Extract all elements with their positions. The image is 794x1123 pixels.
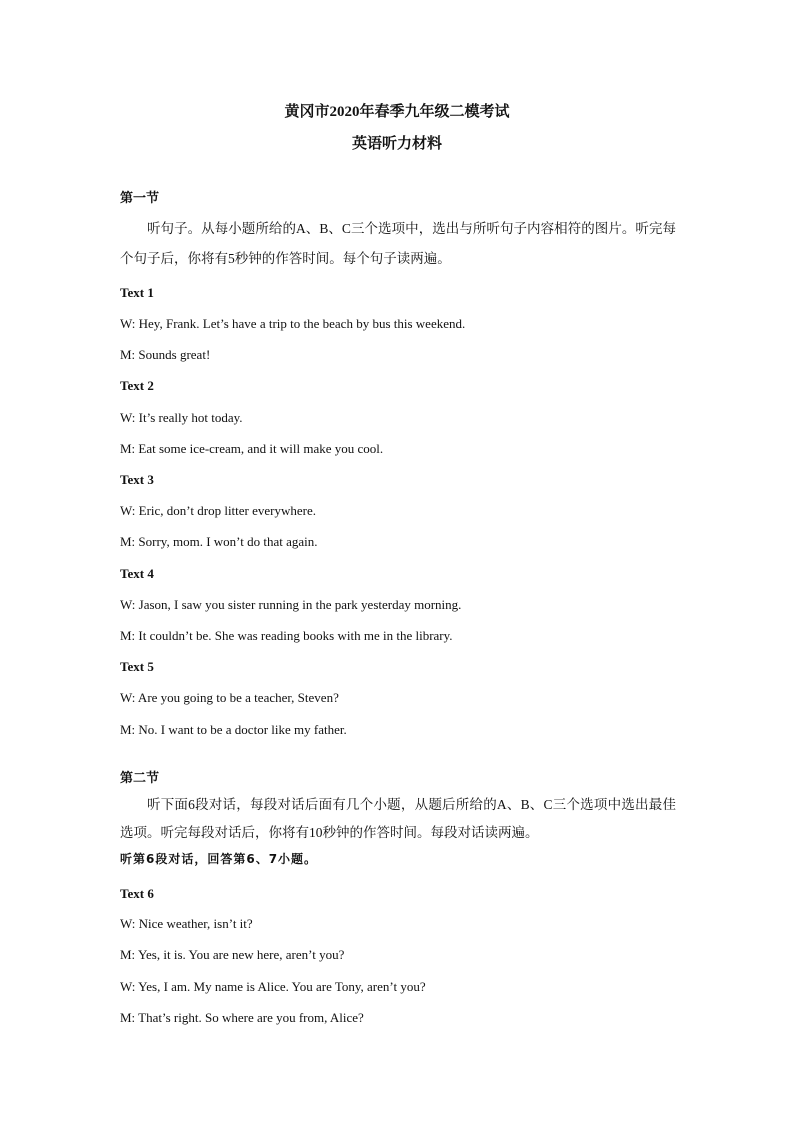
section2-sub-heading: 听第6段对话，回答第6、7小题。 <box>120 852 318 866</box>
dialogue-line: W: Nice weather, isn’t it? <box>120 916 253 931</box>
section1-instructions: 听句子。从每小题所给的A、B、C三个选项中，选出与所听句子内容相符的图片。听完每个句子后，你将有5秒钟的作答时间。每个句子读两遍。 <box>120 221 676 266</box>
dialogue-line: W: It’s really hot today. <box>120 410 243 425</box>
text4-label: Text 4 <box>120 566 154 581</box>
text5-label: Text 5 <box>120 659 154 674</box>
page-title: 黄冈市2020年春季九年级二模考试 <box>284 104 510 120</box>
section2-heading: 第二节 <box>120 770 160 785</box>
text3-label: Text 3 <box>120 472 154 487</box>
text2-label: Text 2 <box>120 378 154 393</box>
page-subtitle: 英语听力材料 <box>351 136 442 152</box>
dialogue-line: M: No. I want to be a doctor like my father. <box>120 722 347 737</box>
dialogue-line: M: Yes, it is. You are new here, aren’t you? <box>120 947 345 962</box>
dialogue-line: M: That’s right. So where are you from, Alice? <box>120 1010 364 1025</box>
section2-instructions: 听下面6段对话，每段对话后面有几个小题，从题后所给的A、B、C三个选项中选出最佳选项。听完每段对话后，你将有10秒钟的作答时间。每段对话读两遍。 <box>120 797 676 840</box>
dialogue-line: W: Yes, I am. My name is Alice. You are Tony, aren’t you? <box>120 979 426 994</box>
text6-label: Text 6 <box>120 886 154 901</box>
dialogue-line: W: Hey, Frank. Let’s have a trip to the beach by bus this weekend. <box>120 316 466 331</box>
dialogue-line: W: Are you going to be a teacher, Steven? <box>120 690 339 705</box>
dialogue-line: M: Eat some ice-cream, and it will make you cool. <box>120 441 384 456</box>
section1-heading: 第一节 <box>120 190 160 205</box>
dialogue-line: W: Jason, I saw you sister running in the park yesterday morning. <box>120 597 462 612</box>
dialogue-line: W: Eric, don’t drop litter everywhere. <box>120 503 317 518</box>
text1-label: Text 1 <box>120 285 154 300</box>
dialogue-line: M: Sorry, mom. I won’t do that again. <box>120 534 318 549</box>
dialogue-line: M: It couldn’t be. She was reading books with me in the library. <box>120 628 453 643</box>
dialogue-line: M: Sounds great! <box>120 347 211 362</box>
